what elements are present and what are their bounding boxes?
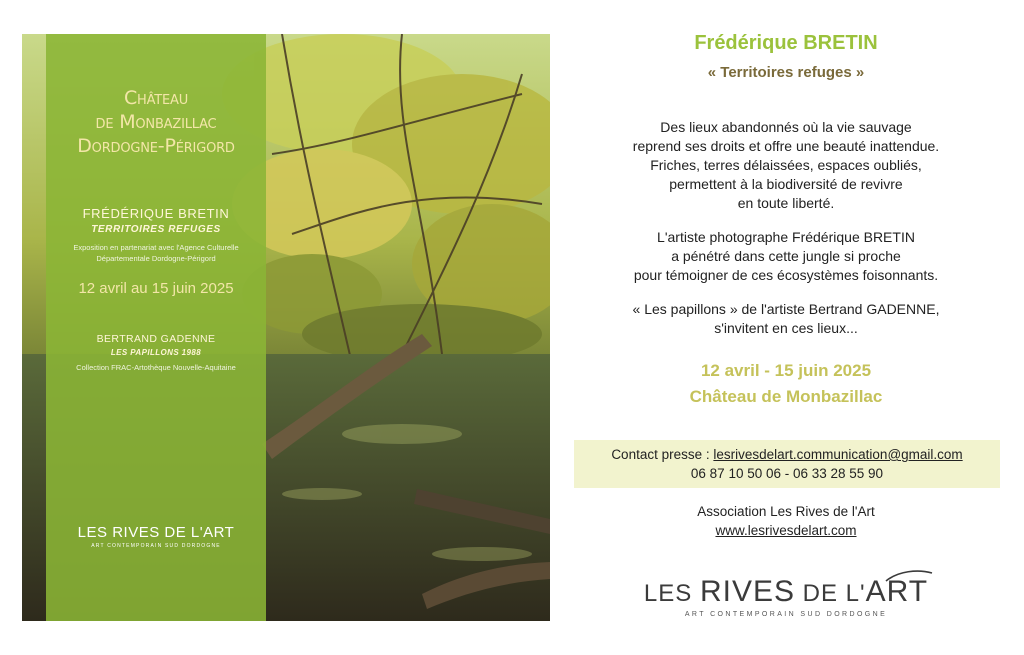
poster-dates: 12 avril au 15 juin 2025 <box>78 280 234 297</box>
press-contact-box <box>574 440 1000 488</box>
exhibition-dates-venue <box>566 358 1006 410</box>
poster-logo-tagline: ART CONTEMPORAIN SUD DORDOGNE <box>91 543 221 549</box>
logo-part: ART <box>865 575 929 608</box>
association-block <box>566 502 1006 540</box>
poster-logo <box>46 524 266 549</box>
artist-name: Frédérique BRETIN <box>694 32 878 54</box>
description-paragraph-3 <box>566 300 1006 338</box>
description-line: Friches, terres délaissées, espaces oubliés, <box>650 157 922 173</box>
poster-partner-line: Exposition en partenariat avec l'Agence Culturelle <box>73 243 239 252</box>
logo-part: LES <box>643 580 700 607</box>
description-paragraph-2 <box>566 228 1006 285</box>
poster-logo-name: LES RIVES DE L'ART <box>77 524 235 541</box>
description-paragraph-1 <box>566 118 1006 213</box>
description-line: reprend ses droits et offre une beauté inattendue. <box>632 138 940 154</box>
press-contact-label: Contact presse : <box>611 447 714 462</box>
logo-arc-icon <box>884 569 934 583</box>
poster-guest-artist: BERTRAND GADENNE <box>96 333 216 345</box>
description-line: a pénétré dans cette jungle si proche <box>671 248 901 264</box>
description-line: s'invitent en ces lieux... <box>714 320 858 336</box>
exhibition-venue: Château de Monbazillac <box>689 387 883 406</box>
exhibition-title: « Territoires refuges » <box>707 64 865 81</box>
logo-wordmark <box>644 575 928 609</box>
website-link[interactable]: www.lesrivesdelart.com <box>715 523 857 538</box>
poster-collection: Collection FRAC-Artothèque Nouvelle-Aquitaine <box>76 363 236 372</box>
press-contact-line <box>574 445 1000 464</box>
poster-partner-line: Départementale Dordogne-Périgord <box>96 254 216 263</box>
poster-venue-line: de Monbazillac <box>95 111 217 133</box>
association-name: Association Les Rives de l'Art <box>697 504 875 519</box>
poster-title: TERRITOIRES REFUGES <box>91 224 221 235</box>
logo-tagline: ART CONTEMPORAIN SUD DORDOGNE <box>684 611 888 618</box>
poster-venue-line: Dordogne-Périgord <box>77 135 235 157</box>
info-column <box>566 0 1006 655</box>
description-line: permettent à la biodiversité de revivre <box>669 176 903 192</box>
poster-venue <box>46 86 266 158</box>
poster-venue-line: Château <box>123 87 189 109</box>
description-line: Des lieux abandonnés où la vie sauvage <box>660 119 912 135</box>
description-line: L'artiste photographe Frédérique BRETIN <box>657 229 915 245</box>
les-rives-de-lart-logo <box>566 575 1006 618</box>
exhibition-dates: 12 avril - 15 juin 2025 <box>700 361 872 380</box>
press-phones: 06 87 10 50 06 - 06 33 28 55 90 <box>690 466 884 481</box>
poster-guest-work: LES PAPILLONS 1988 <box>110 348 202 357</box>
poster-partner <box>56 242 256 264</box>
poster-artist: FRÉDÉRIQUE BRETIN <box>82 206 230 221</box>
press-email-link[interactable]: lesrivesdelart.communication@gmail.com <box>713 447 963 462</box>
logo-part: DE L' <box>794 580 866 607</box>
logo-part: RIVES <box>699 575 795 608</box>
poster-text-band <box>46 34 266 621</box>
description-line: pour témoigner de ces écosystèmes foisonnants. <box>633 267 939 283</box>
description-line: « Les papillons » de l'artiste Bertrand GADENNE, <box>632 301 940 317</box>
description-line: en toute liberté. <box>737 195 835 211</box>
exhibition-poster <box>22 34 550 621</box>
